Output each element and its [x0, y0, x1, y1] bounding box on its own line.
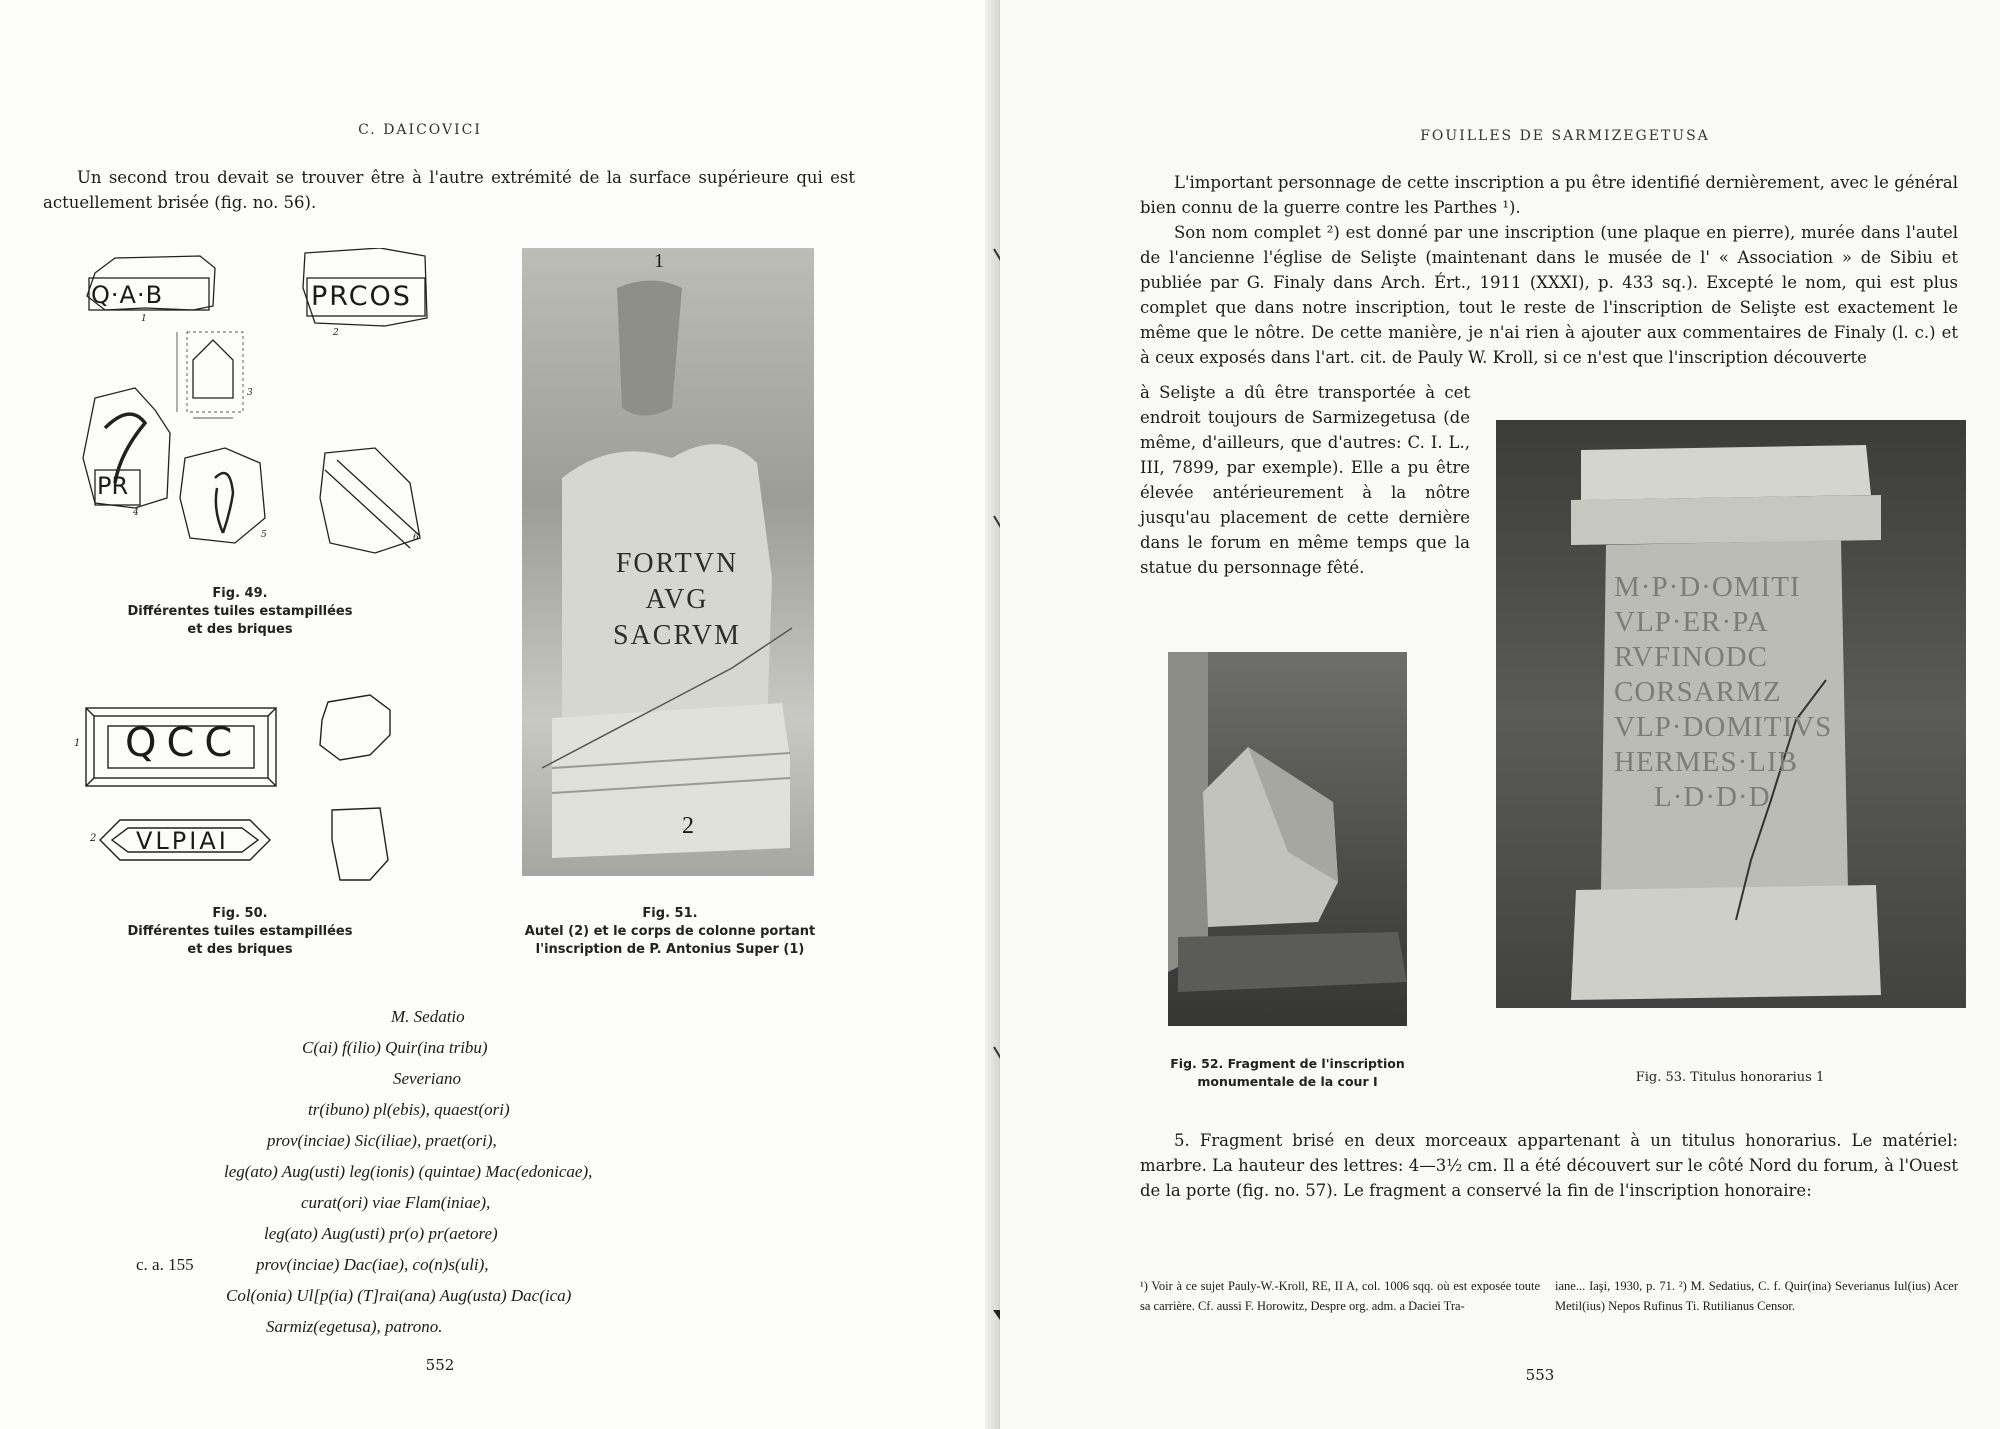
stamp-qcc: QCC [125, 720, 243, 766]
figure-51-photo [522, 248, 814, 876]
inscription-date: c. a. 155 [136, 1255, 194, 1274]
tile-number-6: 6 [413, 533, 419, 543]
inscription-line: Col(onia) Ul[p(ia) (T]rai(ana) Aug(usta) Dac(ica) [226, 1286, 572, 1305]
inscription-line: M. Sedatio [391, 1007, 465, 1026]
page-number-right: 553 [1525, 1366, 1555, 1384]
figure-51-line2: l'inscription de P. Antonius Super (1) [535, 942, 805, 957]
intro-paragraph: Un second trou devait se trouver être à l'autre extrémité de la surface supérieure qui est actuellement brisée (fig. no. 56). [43, 168, 855, 212]
photo-label-2: 2 [682, 813, 694, 839]
inscription-line: C(ai) f(ilio) Quir(ina tribu) [302, 1038, 488, 1057]
figure-50-caption [95, 905, 385, 959]
latin-inscription [196, 1001, 816, 1342]
figure-49-drawings [75, 248, 435, 578]
figure-53-caption: Fig. 53. Titulus honorarius 1 [1635, 1070, 1825, 1085]
inscription-line: leg(ato) Aug(usti) leg(ionis) (quintae) Mac(edonicae), [224, 1162, 593, 1181]
figure-49-line1: Différentes tuiles estampillées [127, 604, 353, 619]
footnote-col-1: ¹) Voir à ce sujet Pauly-W.-Kroll, RE, II A, col. 1006 sqq. où est exposée toute sa carrière. Cf. aussi F. Horowitz, Despre org. adm. a Daciei Tra- [1140, 1279, 1540, 1313]
inscription-line: leg(ato) Aug(usti) pr(o) pr(aetore) [264, 1224, 498, 1243]
footnote-col-2: iane... Iaşi, 1930, p. 71. ²) M. Sedatius, C. f. Quir(ina) Severianus Iul(ius) Acer Metil(ius) Nepos Rufinus Ti. Rutilianus Censor. [1555, 1279, 1958, 1313]
figure-51-title: Fig. 51. [642, 906, 698, 921]
brick-number-2: 2 [90, 833, 97, 844]
tile-number-3: 3 [247, 388, 253, 398]
inscription-line: prov(inciae) Sic(iliae), praet(ori), [267, 1131, 497, 1150]
figure-51-caption [500, 905, 840, 959]
figure-50-title: Fig. 50. [212, 906, 268, 921]
inscription-line: Sarmiz(egetusa), patrono. [266, 1317, 443, 1336]
tile-number-5: 5 [261, 530, 267, 540]
running-head-left: C. DAICOVICI [358, 122, 482, 138]
right-page [1000, 0, 2000, 1429]
paragraph-2: Son nom complet ²) est donné par une inscription (une plaque en pierre), murée dans l'autel de l'ancienne l'église de Selişte (maintenant dans le musée de l' « Association » de Sibiu et publiée par G. Finaly dans Arch. Ért., 1911 (XXXI), p. 433 sq.). Excepté le nom, qui est plus complet que dans notre inscription, tout le reste de l'inscription de Selişte est exactement le même que le nôtre. De cette manière, je n'ai rien à ajouter aux commentaires de Finaly (l. c.) et à ceux exposés dans l'art. cit. de Pauly W. Kroll, si ce n'est que l'inscription découverte [1140, 223, 1958, 367]
figure-50-line1: Différentes tuiles estampillées [127, 924, 353, 939]
titulus-inscription: M·P·D·OMITI VLP·ER·PA RVFINODC CORSARMZ VLP·DOMITIVS HERMES·LIB L·D·D·D [1614, 571, 1833, 813]
brick-drawings-svg [70, 690, 430, 900]
inscription-line: curat(ori) viae Flam(iniae), [301, 1193, 491, 1212]
paragraph-2-side: à Selişte a dû être transportée à cet endroit toujours de Sarmizegetusa (de même, d'ailleurs, que d'autres: C. I. L., III, 7899, par exemple). Elle a pu être élevée antérieurement à la nôtre jusqu'au placement de cette dernière dans le forum en même temps que la statue du personnage fêté. [1140, 383, 1470, 577]
altar-inscription: FORTVN AVG SACRVM [612, 548, 742, 651]
figure-51-line1: Autel (2) et le corps de colonne portant [524, 924, 816, 939]
photo-label-1: 1 [654, 250, 664, 272]
figure-49-line2: et des briques [187, 622, 293, 637]
paragraph-5: 5. Fragment brisé en deux morceaux appartenant à un titulus honorarius. Le matériel: marbre. La hauteur des lettres: 4—3½ cm. Il a été découvert sur le côté Nord du forum, à l'Ouest de la porte (fig. no. 57). Le fragment a conservé la fin de l'inscription honoraire: [1140, 1131, 1958, 1200]
stamp-pr: PR [97, 472, 129, 500]
tile-number-1: 1 [141, 314, 147, 324]
inscription-line: Severiano [393, 1069, 461, 1088]
figure-53-photo [1496, 420, 1966, 1008]
stamp-prcos: PRCOS [311, 281, 412, 312]
tile-number-4: 4 [133, 508, 139, 518]
figure-50-line2: et des briques [187, 942, 293, 957]
page-number-left: 552 [425, 1356, 455, 1374]
inscription-line: tr(ibuno) pl(ebis), quaest(ori) [308, 1100, 510, 1119]
running-head-right: FOUILLES DE SARMIZEGETUSA [1420, 128, 1710, 144]
figure-52-photo [1168, 652, 1407, 1026]
brick-number-1: 1 [74, 738, 81, 749]
figure-50-drawings [70, 690, 430, 900]
figure-52-caption: Fig. 52. Fragment de l'inscription monumentale de la cour I [1170, 1056, 1405, 1089]
figure-49-caption [95, 585, 385, 639]
fragment-photo-svg [1168, 652, 1407, 1026]
stamp-qab: Q·A·B [91, 281, 164, 309]
inscription-line: prov(inciae) Dac(iae), co(n)s(uli), [256, 1255, 489, 1274]
paragraph-1: L'important personnage de cette inscription a pu être identifié dernièrement, avec le général bien connu de la guerre contre les Parthes ¹). [1140, 173, 1958, 217]
tile-number-2: 2 [333, 328, 339, 338]
figure-49-title: Fig. 49. [212, 586, 268, 601]
stamp-vlpiai: VLPIAI [136, 827, 229, 855]
